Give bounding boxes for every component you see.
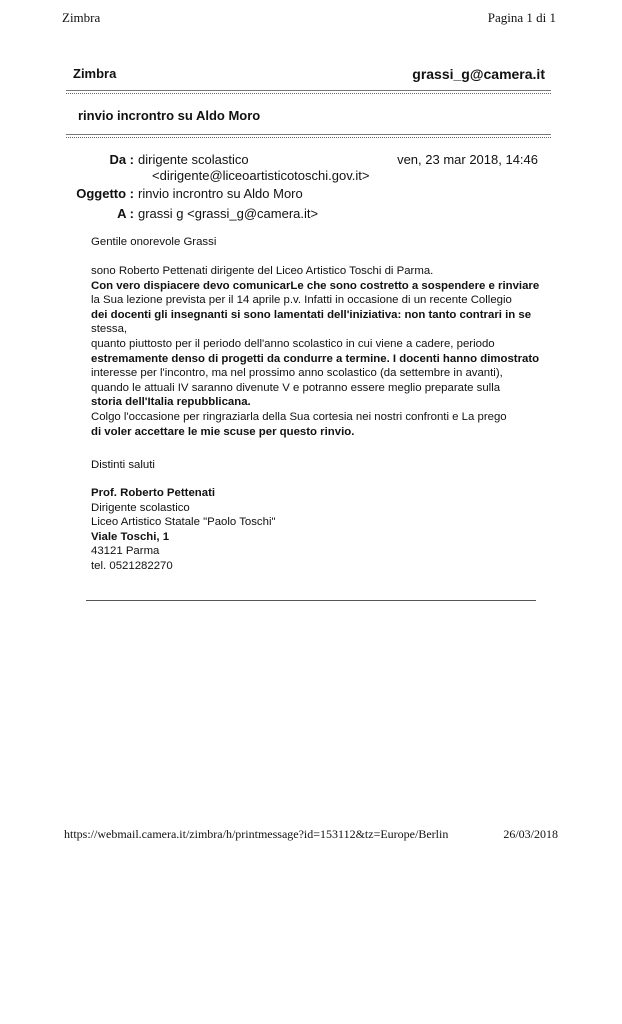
account-email: grassi_g@camera.it	[412, 66, 545, 82]
header-divider-dotted	[66, 93, 551, 94]
body-line: sono Roberto Pettenati dirigente del Liceo Artistico Toschi di Parma.	[91, 265, 434, 277]
to-label: A :	[117, 206, 134, 221]
message-subject-title: rinvio incrontro su Aldo Moro	[78, 108, 261, 123]
signature-city: 43121 Parma	[91, 545, 160, 558]
subject-label: Oggetto :	[76, 186, 134, 201]
body-line: estremamente denso di progetti da condurre a termine. I docenti hanno dimostrato	[91, 352, 540, 365]
signature-role: Dirigente scolastico	[91, 501, 190, 514]
page-indicator: Pagina 1 di 1	[487, 10, 556, 25]
from-label: Da :	[109, 152, 134, 167]
footer-url: https://webmail.camera.it/zimbra/h/printmessage?id=153112&tz=Europe/Berlin	[64, 827, 449, 841]
zimbra-brand: Zimbra	[73, 66, 117, 81]
body-line: dei docenti gli insegnanti si sono lamentati dell'iniziativa: non tanto contrari in se	[91, 308, 532, 321]
body-line: stessa,	[91, 323, 128, 336]
signature-street: Viale Toschi, 1	[91, 530, 170, 543]
body-line: Colgo l'occasione per ringraziarla della Sua cortesia nei nostri confronti e La prego	[91, 410, 507, 423]
signature-name: Prof. Roberto Pettenati	[91, 487, 216, 499]
body-line: di voler accettare le mie scuse per questo rinvio.	[91, 425, 355, 438]
signature-phone: tel. 0521282270	[91, 559, 173, 572]
from-name: dirigente scolastico	[138, 152, 249, 167]
body-line: la Sua lezione prevista per il 14 aprile p.v. Infatti in occasione di un recente Collegio	[91, 294, 512, 307]
signature-divider	[86, 600, 536, 601]
greeting: Gentile onorevole Grassi	[91, 236, 217, 248]
signature-school: Liceo Artistico Statale "Paolo Toschi"	[91, 516, 276, 529]
subject-divider	[66, 134, 551, 135]
from-email: <dirigente@liceoartisticotoschi.gov.it>	[152, 168, 370, 183]
header-divider	[66, 90, 551, 91]
body-line: storia dell'Italia repubblicana.	[91, 396, 251, 409]
body-line: quando le attuali IV saranno divenute V e potranno essere meglio preparate sulla	[91, 381, 501, 394]
print-app-name: Zimbra	[62, 10, 101, 25]
signature-block	[91, 486, 276, 574]
footer-date: 26/03/2018	[503, 827, 558, 841]
body-paragraph	[91, 264, 539, 439]
body-line: quanto piuttosto per il periodo dell'anno scolastico in cui viene a cadere, periodo	[91, 337, 495, 350]
subject-divider-dotted	[66, 137, 551, 138]
subject-value: rinvio incrontro su Aldo Moro	[138, 186, 303, 201]
body-line: Con vero dispiacere devo comunicarLe che sono costretto a sospendere e rinviare	[91, 279, 540, 292]
closing: Distinti saluti	[91, 459, 155, 471]
message-date: ven, 23 mar 2018, 14:46	[397, 152, 538, 167]
body-line: interesse per l'incontro, ma nel prossimo anno scolastico (da settembre in avanti),	[91, 367, 503, 380]
to-value: grassi g <grassi_g@camera.it>	[138, 206, 319, 221]
